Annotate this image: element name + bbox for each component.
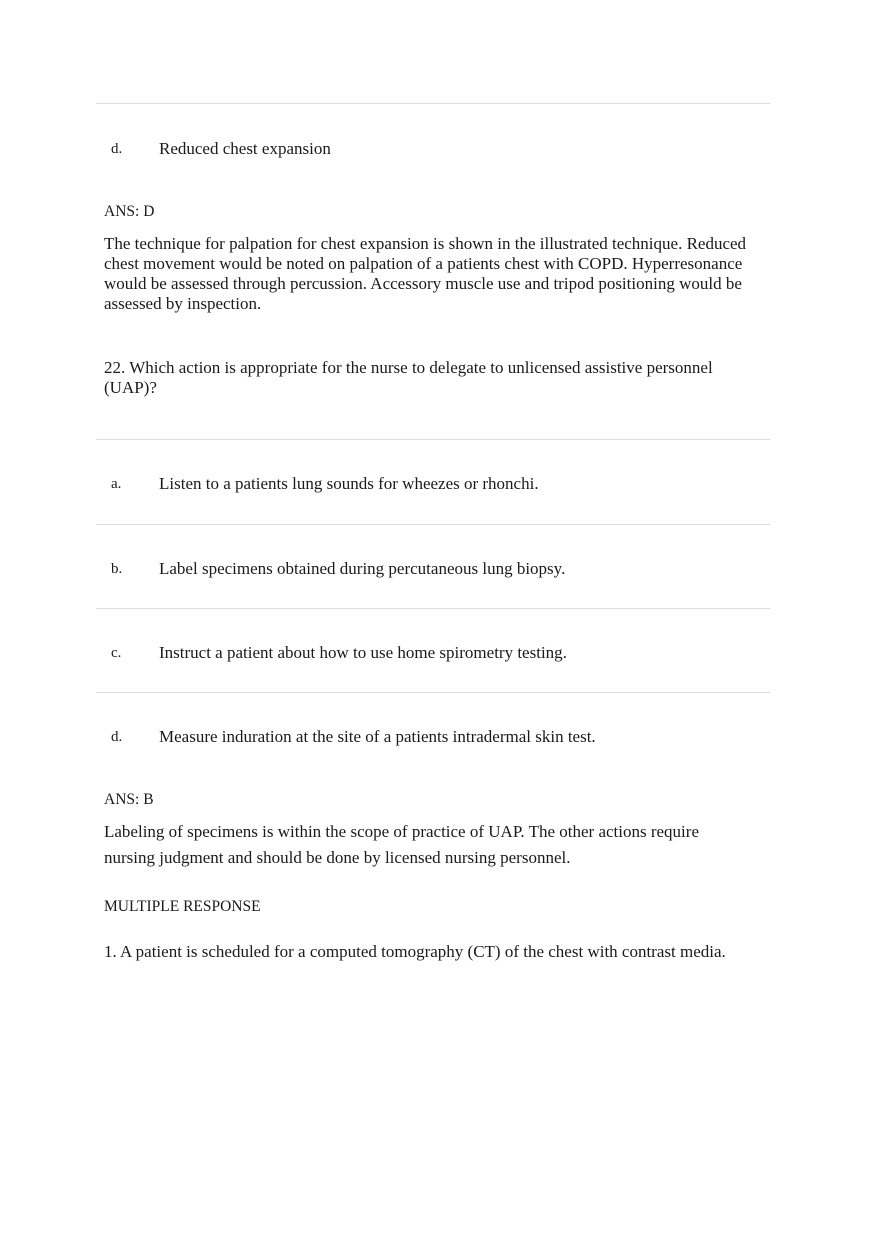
q22-option-c-text: Instruct a patient about how to use home spirometry testing. <box>159 643 567 662</box>
q22-option-b-letter: b. <box>111 561 123 577</box>
q22-option-a-text: Listen to a patients lung sounds for wheezes or rhonchi. <box>159 474 539 493</box>
divider-q22-b <box>96 608 770 609</box>
q22-answer: ANS: B <box>104 791 154 808</box>
q22-option-d-text: Measure induration at the site of a patients intradermal skin test. <box>159 727 596 746</box>
q22-option-b-text: Label specimens obtained during percutaneous lung biopsy. <box>159 559 566 578</box>
divider-q22-top <box>96 439 770 440</box>
divider-q22-c <box>96 692 770 693</box>
q22-option-c-letter: c. <box>111 645 122 661</box>
q22-option-d-letter: d. <box>111 729 123 745</box>
q21-option-d-text: Reduced chest expansion <box>159 139 331 158</box>
q21-option-d-letter: d. <box>111 141 123 157</box>
q22-rationale: Labeling of specimens is within the scope of practice of UAP. The other actions require nursing judgment and should be done by licensed nursing personnel. <box>104 822 699 867</box>
q21-rationale: The technique for palpation for chest expansion is shown in the illustrated technique. Reduced chest movement would be noted on palpation of a patients chest with COPD. Hyperresonance would be assessed through percussion. Accessory muscle use and tripod positioning would be assessed by inspection. <box>104 234 747 313</box>
q21-answer: ANS: D <box>104 203 155 220</box>
q22-option-a-letter: a. <box>111 476 122 492</box>
q22-stem: 22. Which action is appropriate for the nurse to delegate to unlicensed assistive personnel (UAP)? <box>104 358 713 397</box>
divider-q22-a <box>96 524 770 525</box>
divider-top <box>96 103 770 104</box>
mr-q1-stem: 1. A patient is scheduled for a computed tomography (CT) of the chest with contrast media. <box>104 942 726 961</box>
section-heading: MULTIPLE RESPONSE <box>104 898 261 915</box>
